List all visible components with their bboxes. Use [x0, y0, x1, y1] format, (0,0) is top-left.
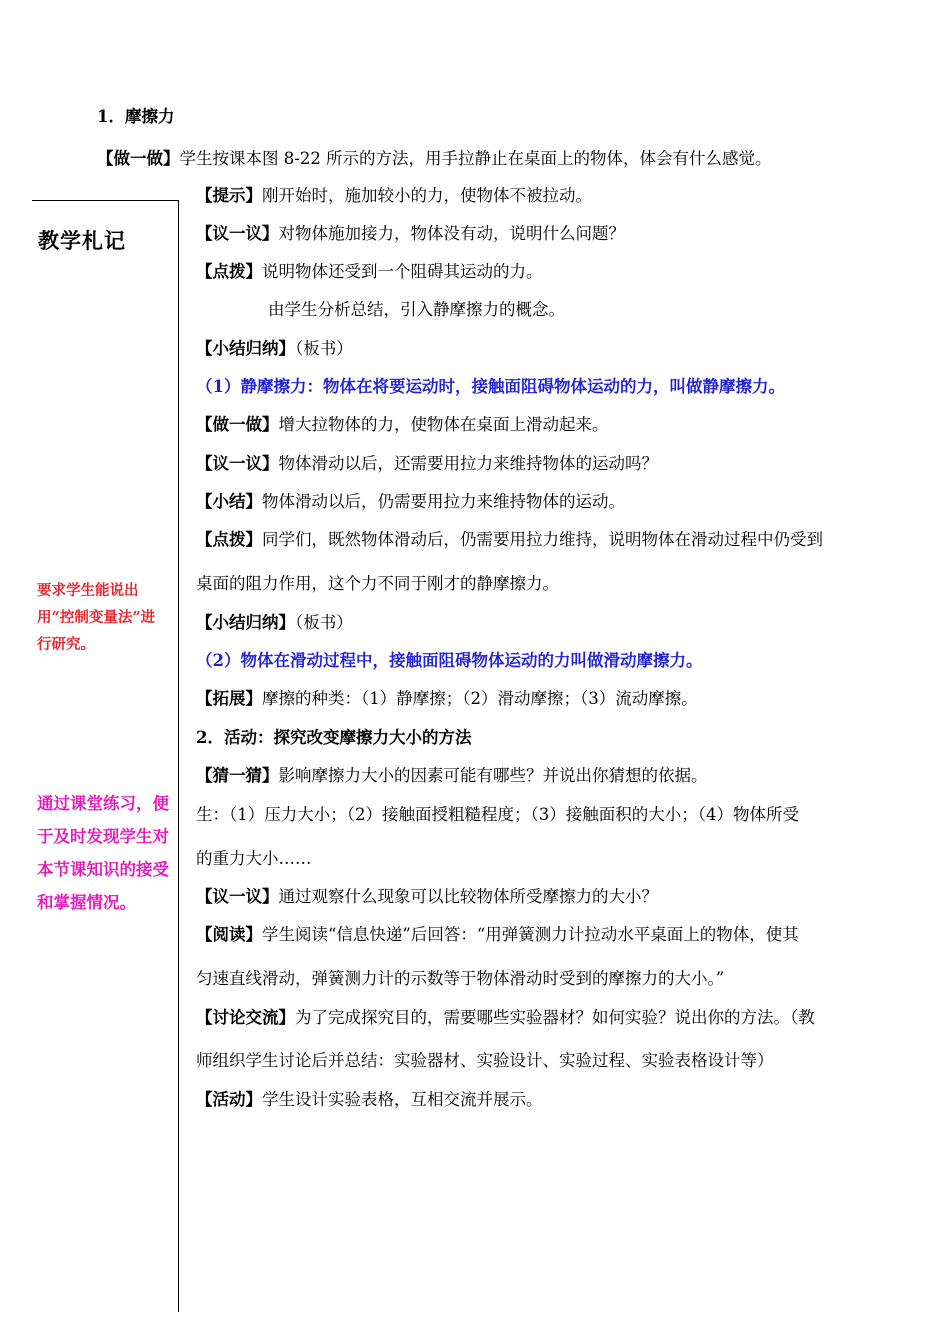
line-student-answer-cont — [196, 845, 312, 869]
line-summary-3 — [196, 609, 353, 633]
text: （2）物体在滑动过程中，接触面阻碍物体运动的力叫做滑动摩擦力。 — [196, 651, 703, 670]
line-extension — [196, 685, 698, 709]
definition-static-friction — [196, 373, 785, 397]
sidebar-title: 教学札记 — [38, 228, 126, 253]
tag: 【小结归纳】 — [196, 613, 295, 632]
section-heading-activity — [196, 724, 471, 748]
tag: 【猜一猜】 — [196, 766, 279, 785]
text: 为了完成探究目的，需要哪些实验器材？如何实验？说出你的方法。（教 — [295, 1008, 815, 1027]
line-hint — [196, 182, 592, 206]
line-activity — [196, 1086, 543, 1110]
text: 的重力大小…… — [196, 849, 312, 868]
sidebar-right-border — [178, 200, 179, 1312]
tag: 【小结】 — [196, 492, 262, 511]
line-discuss-3 — [196, 883, 658, 907]
tag: 【做一做】 — [196, 415, 279, 434]
text: 2．活动：探究改变摩擦力大小的方法 — [196, 728, 472, 747]
text: （1）静摩擦力：物体在将要运动时，接触面阻碍物体运动的力，叫做静摩擦力。 — [196, 377, 785, 396]
text: 师组织学生讨论后并总结：实验器材、实验设计、实验过程、实验表格设计等） — [196, 1051, 774, 1070]
text: 匀速直线滑动，弹簧测力计的示数等于物体滑动时受到的摩擦力的大小。” — [196, 969, 725, 988]
sidebar-top-border — [32, 200, 179, 201]
tag: 【活动】 — [196, 1090, 262, 1109]
text: 说明物体还受到一个阻碍其运动的力。 — [262, 262, 543, 281]
sidebar-note-control-variable: 要求学生能说出用“控制变量法”进行研究。 — [37, 582, 156, 653]
line-discussion-cont — [196, 1047, 774, 1071]
line-discussion — [196, 1004, 815, 1028]
line-analysis — [268, 296, 565, 320]
text: 影响摩擦力大小的因素可能有哪些？并说出你猜想的依据。 — [278, 766, 708, 785]
line-summary-1 — [196, 335, 353, 359]
text: 物体滑动以后，还需要用拉力来维持物体的运动吗？ — [278, 454, 658, 473]
line-guess — [196, 762, 708, 786]
tag: 【点拨】 — [196, 530, 262, 549]
text: 对物体施加接力，物体没有动，说明什么问题？ — [278, 224, 625, 243]
section-heading-friction: 1．摩擦力 — [97, 107, 175, 126]
line-discuss-1 — [196, 220, 625, 244]
sidebar-note-practice: 通过课堂练习，便于及时发现学生对本节课知识的接受和掌握情况。 — [37, 794, 169, 912]
text: 由学生分析总结，引入静摩擦力的概念。 — [268, 300, 565, 319]
tag: 【讨论交流】 — [196, 1008, 295, 1027]
tag: 【提示】 — [196, 186, 262, 205]
text: 增大拉物体的力，使物体在桌面上滑动起来。 — [278, 415, 609, 434]
line-guide-1 — [196, 258, 543, 282]
definition-sliding-friction — [196, 647, 702, 671]
line-reading-cont — [196, 965, 724, 989]
tag: 【做一做】 — [97, 149, 180, 168]
tag: 【议一议】 — [196, 454, 279, 473]
text: 学生按课本图 8-22 所示的方法，用手拉静止在桌面上的物体，体会有什么感觉。 — [179, 149, 772, 168]
line-reading — [196, 921, 799, 945]
text: （板书） — [295, 613, 353, 632]
tag: 【小结归纳】 — [196, 339, 295, 358]
text: 摩擦的种类：（1）静摩擦；（2）滑动摩擦；（3）流动摩擦。 — [262, 689, 698, 708]
intro-line — [97, 145, 772, 169]
text: （板书） — [295, 339, 353, 358]
tag: 【点拨】 — [196, 262, 262, 281]
text: 物体滑动以后，仍需要用拉力来维持物体的运动。 — [262, 492, 625, 511]
tag: 【拓展】 — [196, 689, 262, 708]
tag: 【阅读】 — [196, 925, 262, 944]
line-summary-2 — [196, 488, 625, 512]
line-guide-2 — [196, 526, 823, 550]
text: 学生阅读“信息快递”后回答：“用弹簧测力计拉动水平桌面上的物体，使其 — [262, 925, 799, 944]
line-discuss-2 — [196, 450, 658, 474]
line-guide-2-cont — [196, 570, 559, 594]
text: 桌面的阻力作用，这个力不同于刚才的静摩擦力。 — [196, 574, 559, 593]
text: 通过观察什么现象可以比较物体所受摩擦力的大小？ — [278, 887, 658, 906]
tag: 【议一议】 — [196, 224, 279, 243]
tag: 【议一议】 — [196, 887, 279, 906]
text: 生：（1）压力大小；（2）接触面授粗糙程度；（3）接触面积的大小；（4）物体所受 — [196, 805, 799, 824]
line-do-2 — [196, 411, 609, 435]
text: 刚开始时，施加较小的力，使物体不被拉动。 — [262, 186, 592, 205]
text: 同学们，既然物体滑动后，仍需要用拉力维持，说明物体在滑动过程中仍受到 — [262, 530, 823, 549]
text: 学生设计实验表格，互相交流并展示。 — [262, 1090, 543, 1109]
line-student-answer — [196, 801, 799, 825]
